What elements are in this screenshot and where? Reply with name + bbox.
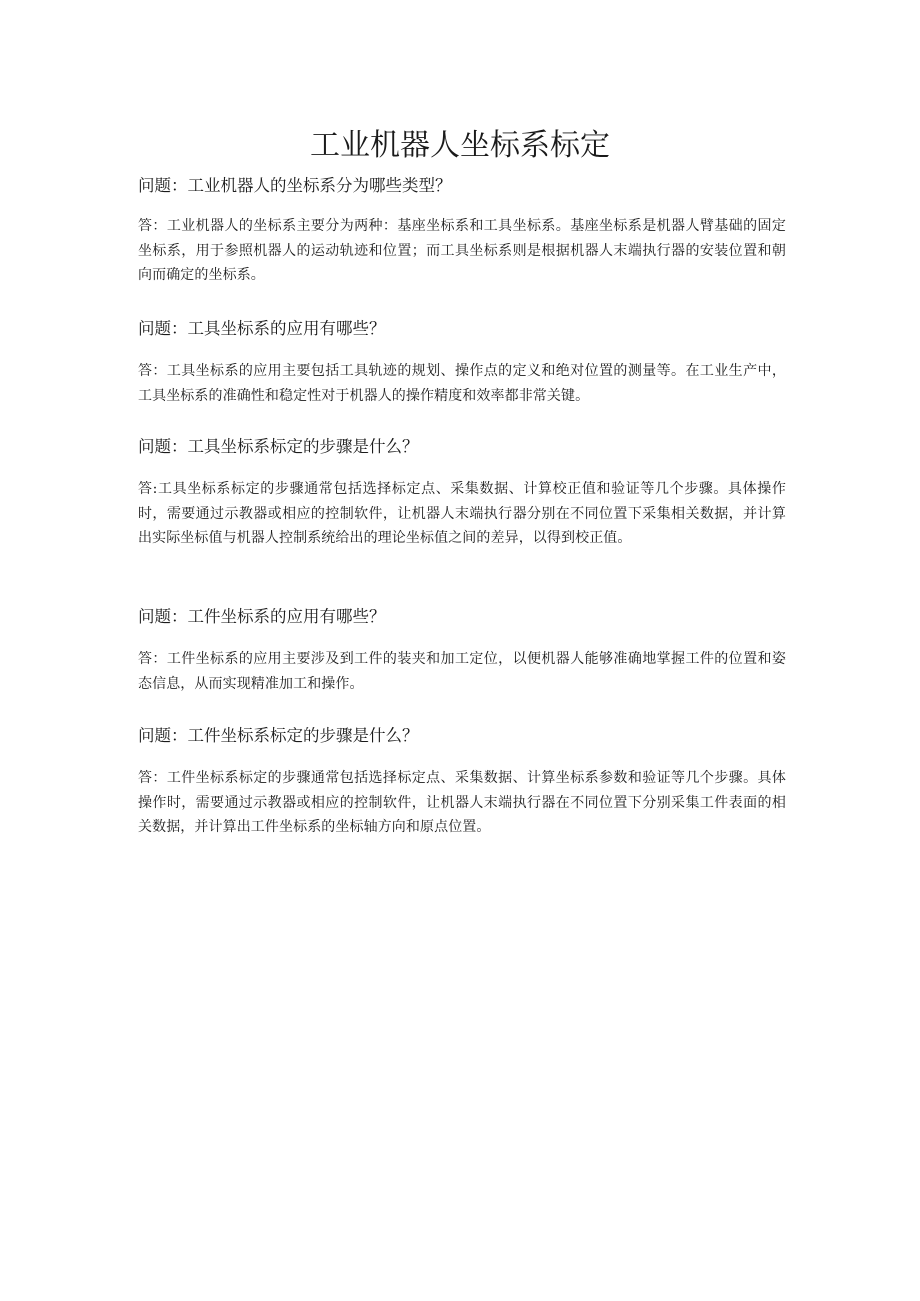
qa-section: [138, 316, 786, 408]
question-heading: 问题：工具坐标系的应用有哪些？: [138, 319, 386, 338]
question-heading: 问题：工件坐标系的应用有哪些？: [138, 607, 386, 626]
document-title: 工业机器人坐标系标定: [310, 128, 610, 163]
answer-paragraph: 答：工具坐标系的应用主要包括工具轨迹的规划、操作点的定义和绝对位置的测量等。在工业生产中，工具坐标系的准确性和稳定性对于机器人的操作精度和效率都非常关键。: [138, 363, 786, 404]
qa-section: [138, 723, 786, 840]
qa-section: [138, 604, 786, 696]
answer-paragraph: 答:工具坐标系标定的步骤通常包括选择标定点、采集数据、计算校正值和验证等几个步骤。具体操作时，需要通过示教器或相应的控制软件，让机器人末端执行器分别在不同位置下采集相关数据，并计算出实际坐标值与机器人控制系统给出的理论坐标值之间的差异，以得到校正值。: [138, 481, 786, 546]
qa-section: [138, 434, 786, 551]
answer-paragraph: 答：工件坐标系的应用主要涉及到工件的装夹和加工定位，以便机器人能够准确地掌握工件的位置和姿态信息，从而实现精准加工和操作。: [138, 651, 786, 692]
qa-section: [138, 173, 786, 288]
question-heading: 问题：工具坐标系标定的步骤是什么？: [138, 437, 419, 456]
question-heading: 问题：工业机器人的坐标系分为哪些类型？: [138, 176, 452, 195]
question-heading: 问题：工件坐标系标定的步骤是什么？: [138, 726, 419, 745]
answer-paragraph: 答：工业机器人的坐标系主要分为两种：基座坐标系和工具坐标系。基座坐标系是机器人臂基础的固定坐标系，用于参照机器人的运动轨迹和位置；而工具坐标系则是根据机器人末端执行器的安装位置和朝向而确定的坐标系。: [138, 218, 786, 283]
answer-paragraph: 答：工件坐标系标定的步骤通常包括选择标定点、采集数据、计算坐标系参数和验证等几个步骤。具体操作时，需要通过示教器或相应的控制软件，让机器人末端执行器在不同位置下分别采集工件表面的相关数据，并计算出工件坐标系的坐标轴方向和原点位置。: [138, 770, 786, 835]
